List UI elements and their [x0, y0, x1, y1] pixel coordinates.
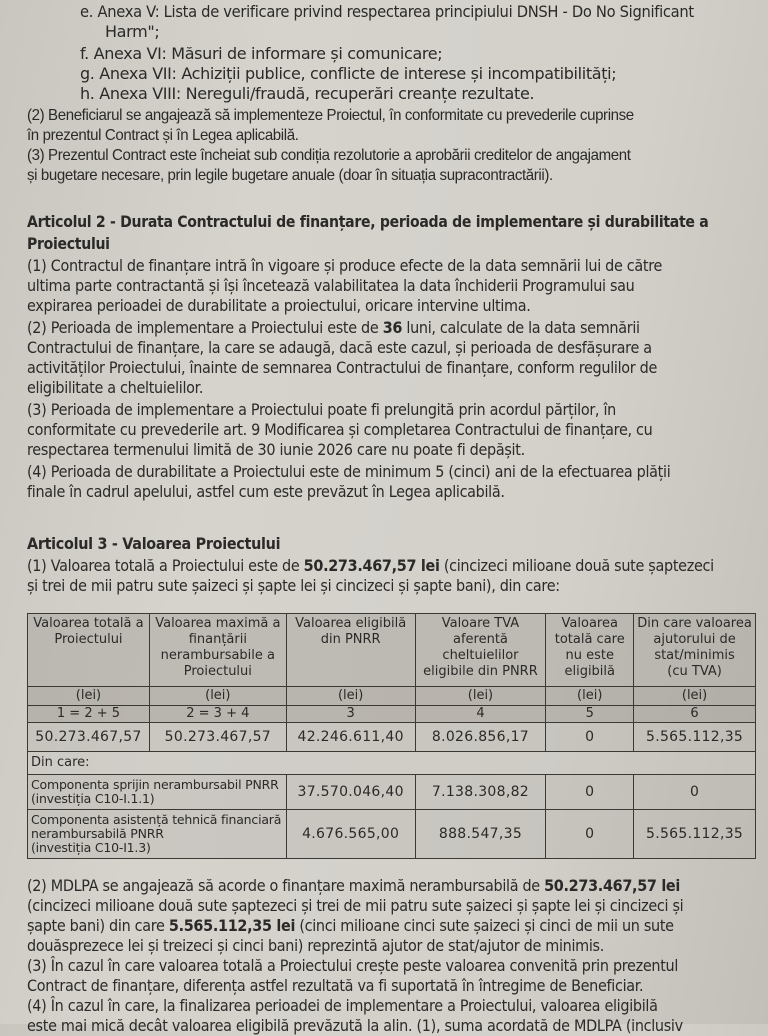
- header-vat-value: [415, 614, 546, 687]
- header-line: Valoarea: [561, 616, 618, 631]
- header-max-financing: [149, 614, 286, 687]
- header-line: totală care: [554, 632, 625, 647]
- unit-cell: (lei): [415, 687, 546, 706]
- annex-text: Anexa VI: Măsuri de informare și comunicare;: [93, 44, 443, 63]
- total-value-amount: 50.273.467,57 lei: [303, 556, 440, 575]
- unit-cell: (lei): [28, 687, 150, 706]
- label-line: (investiția C10-I.1.1): [31, 791, 155, 806]
- value-cell: 7.138.308,82: [415, 775, 546, 810]
- label-line: nerambursabilă PNRR: [31, 826, 164, 841]
- art3-p2-line3: [27, 916, 718, 936]
- value-cell: 37.570.046,40: [286, 775, 415, 810]
- table-header-row: [28, 614, 756, 687]
- annex-item-f: [80, 44, 442, 64]
- list-marker: e.: [80, 2, 94, 21]
- header-line: Valoarea maximă a: [155, 616, 281, 631]
- value-cell: 0: [546, 775, 634, 810]
- header-line: finanțării: [188, 632, 247, 647]
- list-marker: g.: [80, 64, 95, 83]
- header-line: aferentă: [453, 632, 508, 647]
- text: (2) MDLPA se angajează să acorde o finanțare maximă nerambursabilă de: [27, 876, 545, 895]
- label-line: Componenta asistență tehnică financiară: [31, 812, 282, 827]
- max-financing-amount: 50.273.467,57 lei: [544, 876, 681, 895]
- annex-text: Anexa V: Lista de verificare privind respectarea principiului DNSH - Do No Significant: [97, 2, 694, 21]
- text: șapte bani) din care: [27, 916, 169, 935]
- unit-cell: (lei): [546, 687, 634, 706]
- article2-heading-cont: Proiectului: [27, 234, 110, 253]
- annex-item-g: [80, 64, 616, 84]
- component-label: [28, 775, 287, 810]
- value-cell: 0: [634, 775, 756, 810]
- header-line: eligibile din PNRR: [423, 664, 538, 679]
- value-cell: 888.547,35: [415, 810, 546, 859]
- header-line: Valoarea eligibilă: [295, 616, 407, 631]
- article3-heading: Articolul 3 - Valoarea Proiectului: [27, 534, 281, 553]
- text: (cinci milioane cinci sute șaizeci și cinci de mii un sute: [295, 916, 674, 935]
- art2-p4-line1: (4) Perioada de durabilitate a Proiectului este de minimum 5 (cinci) ani de la efectuarea plății: [27, 462, 671, 481]
- annex-text: Anexa VII: Achiziții publice, conflicte de interese și incompatibilități;: [99, 64, 617, 83]
- list-marker: h.: [80, 84, 95, 103]
- art1-p3-line1: (3) Prezentul Contract este încheiat sub condiția rezolutorie a aprobării creditelor de angajament: [27, 147, 631, 164]
- value-cell: 4.676.565,00: [286, 810, 415, 859]
- header-eligible-value: [286, 614, 415, 687]
- art3-p2-line2: (cincizeci milioane două sute șaptezeci și trei de mii patru sute șaizeci și șapte lei și cincizeci și: [27, 896, 684, 915]
- art2-p3-line1: (3) Perioada de implementare a Proiectului poate fi prelungită prin acordul părților, în: [27, 400, 616, 419]
- header-line: stat/minimis: [654, 648, 735, 663]
- art3-p1-line1: [27, 556, 714, 576]
- header-non-eligible: [546, 614, 634, 687]
- formula-cell: 3: [286, 706, 415, 723]
- table-row: [28, 775, 756, 810]
- art2-p4-line2: finale în cadrul apelului, astfel cum este prevăzut în Legea aplicabilă.: [27, 482, 505, 501]
- implementation-months: 36: [382, 318, 403, 337]
- header-line: Din care valoarea: [637, 616, 752, 631]
- din-care-label: Din care:: [28, 752, 756, 775]
- art2-p2-line1: [27, 318, 640, 338]
- art3-p2-line1: [27, 876, 718, 896]
- art3-p3-line1: (3) În cazul în care valoarea totală a Proiectului crește peste valoarea convenită prin prezentul: [27, 956, 679, 975]
- table-formula-row: [28, 706, 756, 723]
- total-cell: 42.246.611,40: [286, 723, 415, 752]
- art3-p4-line2: este mai mică decât valoarea eligibilă prevăzută la alin. (1), suma acordată de MDLPA (inclusiv: [27, 1016, 683, 1035]
- unit-cell: (lei): [149, 687, 286, 706]
- total-cell: 5.565.112,35: [634, 723, 756, 752]
- total-cell: 0: [546, 723, 634, 752]
- art2-p2-line4: eligibilitate a cheltuielilor.: [27, 378, 204, 397]
- unit-cell: (lei): [634, 687, 756, 706]
- header-line: din PNRR: [320, 632, 381, 647]
- article3-after-table: [0, 876, 768, 1036]
- art3-p4-line1: (4) În cazul în care, la finalizarea perioadei de implementare a Proiectului, valoarea eligibilă: [27, 996, 658, 1015]
- value-cell: 0: [546, 810, 634, 859]
- art2-p1-line1: (1) Contractul de finanțare intră în vigoare și produce efecte de la data semnării lui de către: [27, 256, 663, 275]
- label-line: Componenta sprijin nerambursabil PNRR: [31, 777, 279, 792]
- text: (1) Valoarea totală a Proiectului este de: [27, 556, 304, 575]
- annex-item-e: [80, 2, 694, 22]
- art1-p2-line2: în prezentul Contract și în Legea aplicabilă.: [27, 127, 299, 144]
- label-line: (investiția C10-I1.3): [31, 840, 151, 855]
- value-cell: 5.565.112,35: [634, 810, 756, 859]
- header-state-aid: [634, 614, 756, 687]
- art1-p2-line1: (2) Beneficiarul se angajează să implementeze Proiectul, în conformitate cu prevederile cuprinse: [27, 107, 634, 124]
- header-line: nu este: [565, 648, 614, 663]
- financing-table: [27, 613, 756, 859]
- text: (2) Perioada de implementare a Proiectului este de: [27, 318, 383, 337]
- header-line: (cu TVA): [667, 664, 722, 679]
- art2-p2-line3: activităților Proiectului, înainte de semnarea Contractului de finanțare, conform regulilor de: [27, 358, 657, 377]
- unit-cell: (lei): [286, 687, 415, 706]
- header-line: Valoarea totală a: [33, 616, 144, 631]
- total-cell: 8.026.856,17: [415, 723, 546, 752]
- annex-item-h: [80, 84, 534, 104]
- header-line: Valoare TVA: [441, 616, 520, 631]
- formula-cell: 1 = 2 + 5: [28, 706, 150, 723]
- art2-p3-line3: respectarea termenului limită de 30 iunie 2026 care nu poate fi depășit.: [27, 440, 525, 459]
- art3-p1-line2: și trei de mii patru sute șaizeci și șapte lei și cincizeci și șapte bani), din care:: [27, 576, 560, 595]
- formula-cell: 5: [546, 706, 634, 723]
- state-aid-amount: 5.565.112,35 lei: [168, 916, 296, 935]
- header-line: ajutorului de: [653, 632, 736, 647]
- art2-p3-line2: conformitate cu prevederile art. 9 Modificarea și completarea Contractului de finanțare, cu: [27, 420, 653, 439]
- article2-heading: Articolul 2 - Durata Contractului de finanțare, perioada de implementare și durabilitate a: [27, 212, 709, 231]
- table-totals-row: [28, 723, 756, 752]
- header-line: Proiectului: [183, 664, 252, 679]
- header-line: cheltuielilor: [442, 648, 519, 663]
- annex-item-e-cont: Harm";: [105, 22, 160, 41]
- art2-p1-line3: expirarea perioadei de durabilitate a proiectului, oricare intervine ultima.: [27, 296, 531, 315]
- header-line: nerambursabile a: [160, 648, 275, 663]
- component-label: [28, 810, 287, 859]
- text: (cincizeci milioane două sute șaptezeci: [439, 556, 714, 575]
- table-din-care-row: [28, 752, 756, 775]
- table-row: [28, 810, 756, 859]
- header-total-value: [28, 614, 150, 687]
- annex-text: Anexa VIII: Nereguli/fraudă, recuperări creanțe rezultate.: [99, 84, 535, 103]
- header-line: Proiectului: [54, 632, 123, 647]
- header-line: eligibilă: [564, 664, 615, 679]
- art3-p3-line2: Contract de finanțare, diferența astfel rezultată va fi suportată în întregime de Beneficiar.: [27, 976, 644, 995]
- formula-cell: 6: [634, 706, 756, 723]
- list-marker: f.: [80, 44, 89, 63]
- formula-cell: 2 = 3 + 4: [149, 706, 286, 723]
- text: luni, calculate de la data semnării: [402, 318, 640, 337]
- art2-p1-line2: ultima parte contractantă și își încetează valabilitatea la data închiderii Programului sau: [27, 276, 635, 295]
- total-cell: 50.273.467,57: [149, 723, 286, 752]
- table-units-row: [28, 687, 756, 706]
- art1-p3-line2: și bugetare necesare, prin legile bugetare anuale (doar în situația supracontractării).: [27, 167, 553, 184]
- art3-p2-line4: douăsprezece lei și treizeci și cinci bani) reprezintă ajutor de stat/ajutor de minimis.: [27, 936, 605, 955]
- total-cell: 50.273.467,57: [28, 723, 150, 752]
- art2-p2-line2: Contractului de finanțare, la care se adaugă, dacă este cazul, și perioada de desfășurare a: [27, 338, 652, 357]
- formula-cell: 4: [415, 706, 546, 723]
